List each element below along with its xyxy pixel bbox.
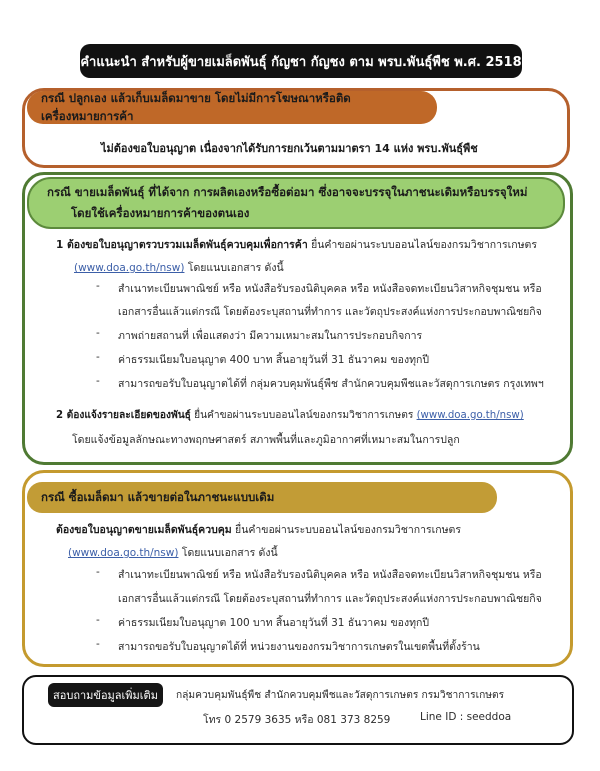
case3-link[interactable]: (www.doa.go.th/nsw): [68, 547, 179, 559]
case2-item1-docs: โดยแนบเอกสาร ดังนี้: [184, 262, 284, 274]
case3-link-line: [68, 544, 278, 561]
case3-bullet-cont: เอกสารอื่นแล้วแต่กรณี โดยต้องระบุสถานที่ทำการ และวัตถุประสงค์แห่งการประกอบพาณิชยกิจ: [118, 593, 542, 605]
case2-bullet: - สำเนาทะเบียนพาณิชย์ หรือ หนังสือรับรองนิติบุคคล หรือ หนังสือจดทะเบียนวิสาหกิจชุมชน หรือ: [118, 280, 542, 297]
contact-org: กลุ่มควบคุมพันธุ์พืช สำนักควบคุมพืชและวัสดุการเกษตร กรมวิชาการเกษตร: [176, 690, 505, 701]
case3-bullet: - สามารถขอรับใบอนุญาตได้ที่ หน่วยงานของกรมวิชาการเกษตรในเขตพื้นที่ตั้งร้าน: [118, 638, 480, 655]
case2-heading: [27, 177, 565, 229]
case3-bullet: - สำเนาทะเบียนพาณิชย์ หรือ หนังสือรับรองนิติบุคคล หรือ หนังสือจดทะเบียนวิสาหกิจชุมชน หรือ: [118, 566, 542, 583]
case3-line1-text: ยื่นคำขอผ่านระบบออนไลน์ของกรมวิชาการเกษตร: [231, 524, 461, 536]
case2-heading-line2: โดยใช้เครื่องหมายการค้าของตนเอง: [71, 206, 250, 220]
case3-docs: โดยแนบเอกสาร ดังนี้: [178, 547, 278, 559]
case2-heading-line1: กรณี ขายเมล็ดพันธุ์ ที่ได้จาก การผลิตเองหรือซื้อต่อมา ซึ่งอาจจะบรรจุในภาชนะเดิมหรือบรรจุใหม่: [47, 185, 528, 199]
page-title: คำแนะนำ สำหรับผู้ขายเมล็ดพันธุ์ กัญชา กัญชง ตาม พรบ.พันธุ์พืช พ.ศ. 2518: [80, 44, 522, 78]
case2-item2-line2: โดยแจ้งข้อมูลลักษณะทางพฤกษศาสตร์ สภาพพื้นที่และภูมิอากาศที่เหมาะสมในการปลูก: [72, 434, 460, 446]
case2-item1-link[interactable]: (www.doa.go.th/nsw): [74, 262, 185, 274]
case2-item2-title: 2 ต้องแจ้งรายละเอียดของพันธุ์: [56, 410, 191, 421]
case2-item1: [56, 236, 537, 253]
case2-item1-link-line: [74, 259, 284, 276]
case3-heading: กรณี ซื้อเมล็ดมา แล้วขายต่อในภาชนะแบบเดิม: [27, 482, 497, 513]
case2-item2-link[interactable]: (www.doa.go.th/nsw): [416, 410, 524, 421]
contact-phone: โทร 0 2579 3635 หรือ 081 373 8259: [203, 714, 391, 726]
case3-line1-title: ต้องขอใบอนุญาตขายเมล็ดพันธุ์ควบคุม: [56, 524, 232, 536]
case2-bullet-cont: เอกสารอื่นแล้วแต่กรณี โดยต้องระบุสถานที่ทำการ และวัตถุประสงค์แห่งการประกอบพาณิชยกิจ: [118, 306, 542, 318]
case3-line1: [56, 521, 461, 538]
case2-item1-title: 1 ต้องขอใบอนุญาตรวบรวมเมล็ดพันธุ์ควบคุมเพื่อการค้า: [56, 239, 308, 251]
case2-item2-text: ยื่นคำขอผ่านระบบออนไลน์ของกรมวิชาการเกษตร: [190, 410, 417, 421]
case1-body: ไม่ต้องขอใบอนุญาต เนื่องจากได้รับการยกเว้นตามมาตรา 14 แห่ง พรบ.พันธุ์พืช: [101, 142, 478, 155]
case2-bullet: - สามารถขอรับใบอนุญาตได้ที่ กลุ่มควบคุมพันธุ์พืช สำนักควบคุมพืชและวัสดุการเกษตร กรุงเทพฯ: [118, 375, 544, 392]
case1-heading: กรณี ปลูกเอง แล้วเก็บเมล็ดมาขาย โดยไม่มีการโฆษณาหรือติดเครื่องหมายการค้า: [27, 91, 437, 124]
case2-item1-text: ยื่นคำขอผ่านระบบออนไลน์ของกรมวิชาการเกษตร: [307, 239, 537, 251]
case2-item2: [56, 407, 524, 423]
case2-bullet: - ภาพถ่ายสถานที่ เพื่อแสดงว่า มีความเหมาะสมในการประกอบกิจการ: [118, 327, 422, 344]
contact-line-id: Line ID : seeddoa: [420, 711, 512, 723]
case3-bullet: - ค่าธรรมเนียมใบอนุญาต 100 บาท สิ้นอายุวันที่ 31 ธันวาคม ของทุกปี: [118, 614, 429, 631]
contact-label: สอบถามข้อมูลเพิ่มเติม: [48, 683, 163, 707]
case2-bullet: - ค่าธรรมเนียมใบอนุญาต 400 บาท สิ้นอายุวันที่ 31 ธันวาคม ของทุกปี: [118, 351, 429, 368]
